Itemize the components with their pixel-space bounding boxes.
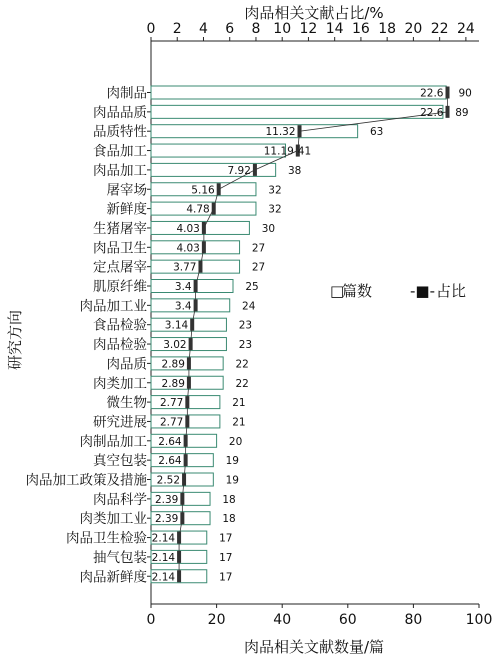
- bars: [151, 86, 446, 583]
- category-label: 肉品检验: [93, 337, 147, 354]
- legend-bar-symbol: □: [330, 282, 345, 300]
- bottom-tick-label: 60: [338, 612, 357, 628]
- count-label: 17: [219, 571, 233, 584]
- category-label: 肉品加工: [93, 162, 147, 179]
- legend-bar-label: 篇数: [342, 282, 373, 300]
- count-label: 23: [238, 339, 253, 352]
- percent-label: 2.77: [159, 416, 184, 429]
- count-label: 17: [219, 532, 233, 545]
- top-tick-label: 10: [273, 21, 292, 37]
- top-tick-label: 6: [225, 21, 235, 37]
- percent-label: 2.77: [159, 397, 184, 410]
- percent-label: 2.89: [161, 358, 185, 371]
- category-labels: [26, 86, 148, 586]
- percent-label: 5.16: [191, 184, 215, 197]
- count-label: 27: [251, 261, 266, 274]
- count-label: 41: [297, 145, 312, 158]
- count-label: 18: [222, 513, 236, 526]
- category-label: 肉制品: [106, 85, 147, 102]
- bar: [151, 221, 249, 234]
- count-label: 90: [458, 87, 472, 100]
- category-label: 肉类加工: [93, 375, 147, 392]
- top-tick-label: 8: [251, 21, 261, 37]
- category-label: 肉品质: [106, 356, 147, 373]
- top-tick-label: 16: [352, 21, 370, 37]
- category-label: 定点屠宰: [93, 259, 147, 276]
- top-tick-label: 18: [378, 21, 397, 37]
- percent-label: 7.92: [227, 164, 251, 177]
- count-label: 17: [219, 551, 233, 564]
- top-tick-label: 20: [404, 21, 423, 37]
- top-tick-label: 12: [299, 21, 318, 37]
- top-tick-label: 0: [146, 21, 156, 37]
- category-label: 肉品品质: [93, 104, 147, 121]
- percent-label: 2.64: [158, 455, 182, 468]
- top-tick-label: 24: [456, 21, 475, 37]
- count-label: 18: [222, 493, 236, 506]
- percent-label: 3.02: [163, 339, 187, 352]
- bar: [151, 318, 226, 331]
- category-label: 肉品加工政策及措施: [25, 472, 147, 489]
- bar: [151, 163, 276, 176]
- y-axis-title: 研究方向: [6, 309, 24, 371]
- category-label: 食品检验: [93, 317, 147, 334]
- legend: [330, 282, 466, 300]
- category-label: 肉品科学: [93, 491, 147, 508]
- percent-label: 3.4: [174, 300, 192, 313]
- count-label: 24: [242, 300, 256, 313]
- percent-label: 22.6: [420, 87, 444, 100]
- top-tick-label: 4: [199, 21, 208, 37]
- count-label: 89: [455, 106, 469, 119]
- percent-label: 2.14: [151, 532, 176, 545]
- count-label: 21: [232, 397, 246, 410]
- category-label: 肉制品加工: [79, 433, 147, 450]
- percent-label: 2.64: [158, 435, 182, 448]
- bar: [151, 280, 233, 293]
- category-label: 食品加工: [93, 143, 147, 160]
- bottom-tick-label: 0: [146, 612, 156, 628]
- category-label: 抽气包装: [93, 549, 147, 566]
- category-label: 真空包装: [93, 453, 147, 470]
- category-label: 肌原纤维: [93, 279, 147, 295]
- percent-label: 4.03: [176, 222, 200, 235]
- category-label: 肉品卫生检验: [66, 530, 147, 547]
- bar: [151, 125, 358, 138]
- category-label: 新鲜度: [106, 201, 147, 218]
- bottom-tick-label: 80: [404, 612, 423, 628]
- percent-label: 11.19: [263, 145, 294, 158]
- percent-label: 2.89: [161, 377, 185, 390]
- percent-label: 2.39: [154, 493, 179, 506]
- percent-label: 2.14: [151, 571, 176, 584]
- bottom-tick-label: 20: [207, 612, 226, 628]
- count-label: 32: [268, 184, 282, 197]
- count-label: 32: [268, 203, 282, 216]
- category-label: 肉类加工业: [79, 511, 147, 528]
- count-label: 19: [225, 455, 240, 468]
- count-label: 19: [225, 474, 240, 487]
- count-label: 22: [235, 358, 249, 371]
- count-label: 63: [369, 126, 384, 139]
- category-label: 品质特性: [93, 124, 147, 141]
- bar: [151, 86, 446, 99]
- percent-label: 4.78: [186, 203, 210, 216]
- bottom-tick-label: 40: [273, 612, 292, 628]
- count-label: 22: [235, 377, 249, 390]
- percent-label: 3.4: [174, 281, 192, 293]
- legend-line-symbol: -■-: [410, 282, 435, 300]
- percent-label: 3.14: [164, 319, 189, 332]
- top-axis-title: 肉品相关文献占比/%: [244, 4, 384, 22]
- category-label: 肉品加工业: [79, 298, 147, 315]
- count-label: 25: [245, 281, 259, 293]
- data-labels: [152, 88, 472, 584]
- percent-label: 22.6: [420, 106, 444, 119]
- count-label: 38: [287, 164, 302, 177]
- bottom-tick-label: 100: [465, 612, 493, 628]
- category-label: 研究进展: [93, 414, 147, 431]
- bottom-axis-title: 肉品相关文献数量/篇: [243, 638, 385, 656]
- category-label: 肉品卫生: [93, 240, 147, 257]
- count-label: 21: [232, 416, 246, 429]
- top-tick-label: 22: [430, 21, 449, 37]
- percent-label: 2.52: [156, 474, 181, 487]
- percent-label: 3.77: [173, 261, 197, 274]
- count-label: 30: [261, 222, 276, 235]
- legend-line-label: 占比: [436, 282, 467, 300]
- count-label: 20: [228, 435, 243, 448]
- percent-label: 4.03: [176, 242, 200, 255]
- percent-label: 2.14: [151, 551, 176, 564]
- top-tick-label: 2: [172, 21, 182, 37]
- category-label: 肉品新鲜度: [79, 569, 147, 586]
- category-label: 微生物: [106, 395, 147, 412]
- count-label: 27: [251, 242, 266, 255]
- bar: [151, 105, 443, 118]
- count-label: 23: [238, 319, 253, 332]
- top-tick-label: 14: [325, 21, 344, 37]
- percent-label: 11.32: [265, 126, 296, 139]
- percent-label: 2.39: [154, 513, 179, 526]
- category-label: 生猪屠宰: [93, 220, 147, 237]
- category-label: 屠宰场: [106, 182, 147, 199]
